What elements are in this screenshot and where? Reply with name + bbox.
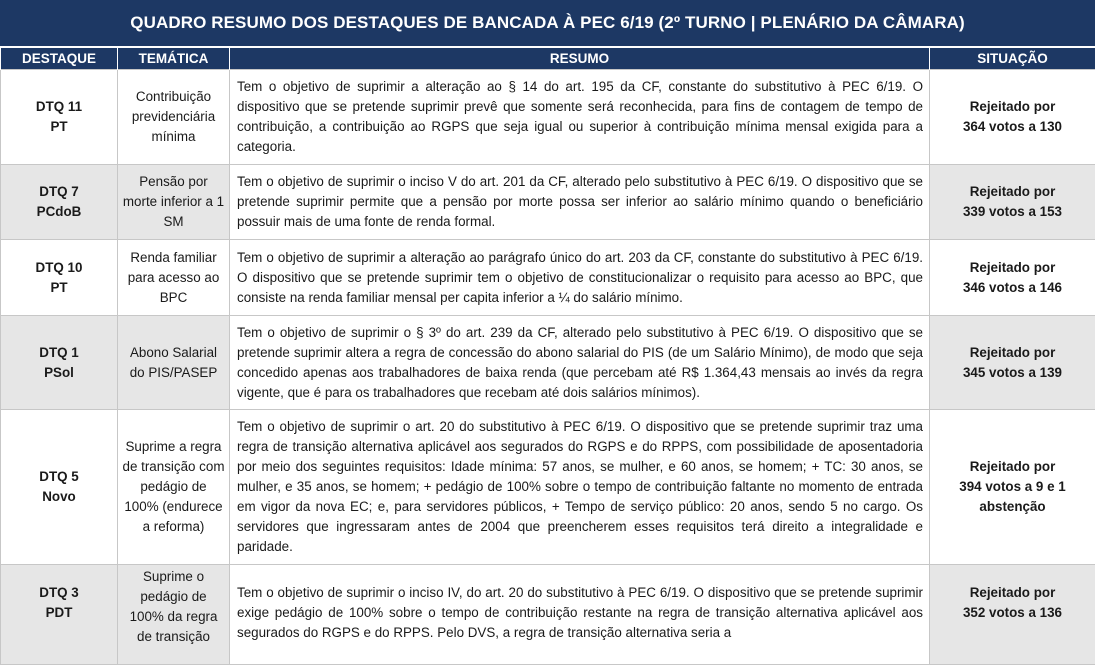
table-row bbox=[1, 316, 1095, 410]
destaques-table bbox=[0, 46, 1095, 665]
situacao-cell bbox=[930, 410, 1095, 565]
situacao-line: 339 votos a 153 bbox=[934, 202, 1091, 222]
situacao-line: Rejeitado por bbox=[934, 258, 1091, 278]
destaque-party: PSol bbox=[1, 363, 117, 383]
table-row bbox=[1, 240, 1095, 316]
situacao-cell bbox=[930, 240, 1095, 316]
tematica-cell: Pensão por morte inferior a 1 SM bbox=[118, 165, 230, 240]
resumo-cell: Tem o objetivo de suprimir a alteração ao § 14 do art. 195 da CF, constante do substitutivo à PEC 6/19. O dispositivo que se pretende suprimir prevê que somente será reconhecida, para fins de contagem de tempo de contribuição, a contribuição ao RGPS que seja igual ou superior à contribuição mínima mensal exigida para a categoria. bbox=[230, 70, 930, 165]
destaque-id: DTQ 1 bbox=[1, 343, 117, 363]
situacao-line: Rejeitado por bbox=[934, 583, 1091, 603]
table-row bbox=[1, 565, 1095, 665]
destaque-party: PDT bbox=[1, 603, 117, 623]
tematica-cell: Renda familiar para acesso ao BPC bbox=[118, 240, 230, 316]
tematica-cell: Suprime a regra de transição com pedágio de 100% (endurece a reforma) bbox=[118, 410, 230, 565]
resumo-cell: Tem o objetivo de suprimir o inciso V do art. 201 da CF, alterado pelo substitutivo à PEC 6/19. O dispositivo que se pretende suprimir permite que a pensão por morte possa ser inferior ao salário mínimo quando o beneficiário possuir mais de uma fonte de renda formal. bbox=[230, 165, 930, 240]
tematica-cell: Contribuição previdenciária mínima bbox=[118, 70, 230, 165]
resumo-cell: Tem o objetivo de suprimir o inciso IV, do art. 20 do substitutivo à PEC 6/19. O dispositivo que se pretende suprimir exige pedágio de 100% sobre o tempo de contribuição restante na regra de transição alternativa aplicável aos segurados do RGPS e do RPPS. Pelo DVS, a regra de transição alternativa seria a bbox=[230, 565, 930, 665]
situacao-cell bbox=[930, 70, 1095, 165]
destaque-id: DTQ 11 bbox=[1, 97, 117, 117]
destaque-id: DTQ 10 bbox=[1, 258, 117, 278]
resumo-cell: Tem o objetivo de suprimir o art. 20 do substitutivo à PEC 6/19. O dispositivo que se pretende suprimir traz uma regra de transição alternativa aplicável aos segurados do RGPS e do RPPS, com possibilidade de aposentadoria por meio dos seguintes requisitos: Idade mínima: 57 anos, se mulher, e 60 anos, se homem; + TC: 30 anos, se mulher, e 35 anos, se homem; + pedágio de 100% sobre o tempo de contribuição faltante no momento de entrada em vigor da nova EC; e, para servidores públicos, + Tempo de serviço público: 20 anos, sendo 5 no cargo. Os servidores que ingressaram antes de 2004 que preencherem esses requisitos terá direito a integralidade e paridade. bbox=[230, 410, 930, 565]
situacao-line: 364 votos a 130 bbox=[934, 117, 1091, 137]
situacao-line: Rejeitado por bbox=[934, 457, 1091, 477]
situacao-line: 352 votos a 136 bbox=[934, 603, 1091, 623]
situacao-cell bbox=[930, 165, 1095, 240]
situacao-line: 394 votos a 9 e 1 bbox=[934, 477, 1091, 497]
table-header-row bbox=[1, 47, 1095, 70]
tematica-cell: Suprime o pedágio de 100% da regra de transição bbox=[118, 565, 230, 665]
situacao-line: 346 votos a 146 bbox=[934, 278, 1091, 298]
situacao-cell bbox=[930, 565, 1095, 665]
situacao-line: abstenção bbox=[934, 497, 1091, 517]
situacao-line: 345 votos a 139 bbox=[934, 363, 1091, 383]
header-tematica: TEMÁTICA bbox=[118, 47, 230, 70]
header-destaque: DESTAQUE bbox=[1, 47, 118, 70]
situacao-line: Rejeitado por bbox=[934, 182, 1091, 202]
destaque-cell bbox=[1, 70, 118, 165]
destaque-id: DTQ 5 bbox=[1, 467, 117, 487]
situacao-line: Rejeitado por bbox=[934, 343, 1091, 363]
page-title: QUADRO RESUMO DOS DESTAQUES DE BANCADA À PEC 6/19 (2º TURNO | PLENÁRIO DA CÂMARA) bbox=[0, 0, 1095, 46]
tematica-cell: Abono Salarial do PIS/PASEP bbox=[118, 316, 230, 410]
destaque-cell bbox=[1, 316, 118, 410]
destaque-party: PCdoB bbox=[1, 202, 117, 222]
destaque-party: PT bbox=[1, 278, 117, 298]
table-row bbox=[1, 410, 1095, 565]
destaque-cell bbox=[1, 165, 118, 240]
table-row bbox=[1, 70, 1095, 165]
destaque-party: PT bbox=[1, 117, 117, 137]
resumo-cell: Tem o objetivo de suprimir o § 3º do art. 239 da CF, alterado pelo substitutivo à PEC 6/19. O dispositivo que se pretende suprimir altera a regra de concessão do abono salarial do PIS (de um Salário Mínimo), de modo que seja concedido apenas aos trabalhadores de baixa renda (que percebam até R$ 1.364,43 mensais ao invés da regra vigente, que é para os trabalhadores que recebam até dois salários mínimos). bbox=[230, 316, 930, 410]
destaque-party: Novo bbox=[1, 487, 117, 507]
situacao-cell bbox=[930, 316, 1095, 410]
header-situacao: SITUAÇÃO bbox=[930, 47, 1095, 70]
destaque-id: DTQ 3 bbox=[1, 583, 117, 603]
situacao-line: Rejeitado por bbox=[934, 97, 1091, 117]
destaque-cell bbox=[1, 410, 118, 565]
header-resumo: RESUMO bbox=[230, 47, 930, 70]
destaque-cell bbox=[1, 565, 118, 665]
table-row bbox=[1, 165, 1095, 240]
resumo-cell: Tem o objetivo de suprimir a alteração ao parágrafo único do art. 203 da CF, constante do substitutivo à PEC 6/19. O dispositivo que se pretende suprimir tem o objetivo de constitucionalizar o requisito para acesso ao BPC, que consiste na renda familiar mensal per capita inferior a ¼ do salário mínimo. bbox=[230, 240, 930, 316]
destaque-cell bbox=[1, 240, 118, 316]
destaque-id: DTQ 7 bbox=[1, 182, 117, 202]
